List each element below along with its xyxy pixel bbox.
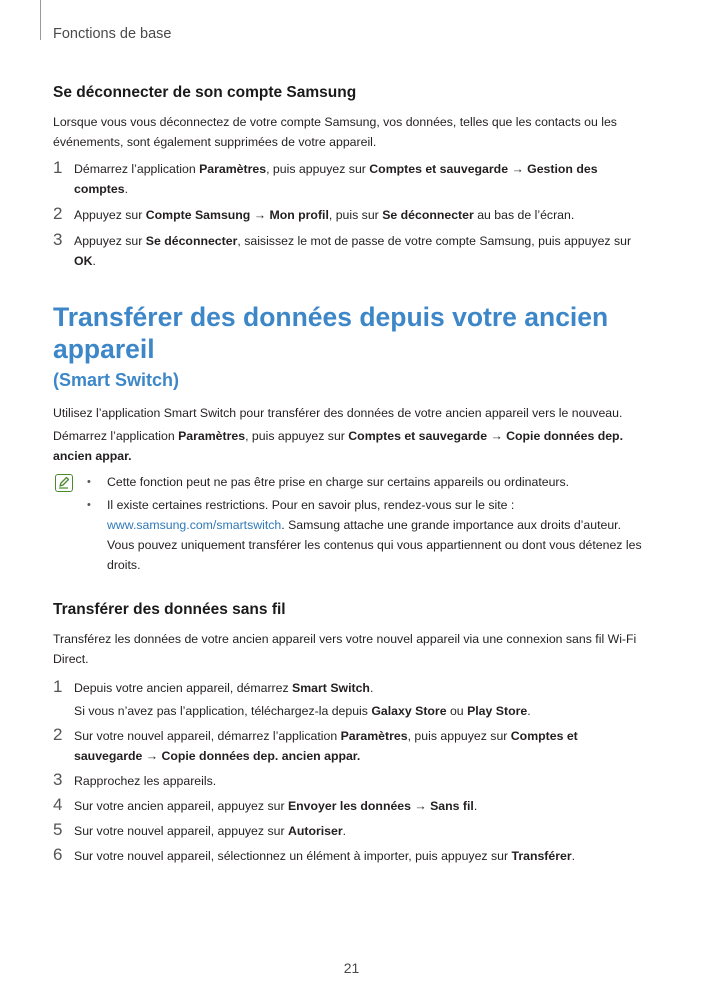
header-divider [40, 0, 41, 40]
step-item: 2 Appuyez sur Compte Samsung → Mon profil, puis sur Se déconnecter au bas de l’écran. [53, 204, 575, 223]
page-number: 21 [343, 960, 360, 976]
wireless-intro: Transférez les données de votre ancien appareil vers votre nouvel appareil via une connexion sans fil Wi-Fi Direct. [53, 632, 637, 666]
note-list [87, 472, 646, 575]
wireless-steps [53, 678, 646, 866]
main-heading-sub: (Smart Switch) [53, 370, 180, 390]
note-block [53, 472, 646, 575]
page-content [53, 84, 646, 866]
note-item: • Il existe certaines restrictions. Pour en savoir plus, rendez-vous sur le site : www.samsung.com/smartswitch. Samsung attache une grande importance aux droits d’auteur. Vous pouvez uniquement transférer les contenus qui vous appartiennent ou dont vous détenez les droits. [87, 495, 646, 575]
smartswitch-link[interactable]: www.samsung.com/smartswitch [107, 518, 282, 532]
signout-intro: Lorsque vous vous déconnectez de votre compte Samsung, vos données, telles que les contacts ou les événements, sont également supprimées de votre appareil. [53, 115, 617, 149]
smartswitch-launch: Démarrez l’application Paramètres, puis appuyez sur Comptes et sauvegarde → Copie données dep. ancien appar. [53, 429, 623, 463]
step-item: 2 Sur votre nouvel appareil, démarrez l’application Paramètres, puis appuyez sur Comptes et sauvegarde → Copie données dep. ancien appar. [53, 725, 578, 763]
step-item: 6 Sur votre nouvel appareil, sélectionnez un élément à importer, puis appuyez sur Transférer. [53, 845, 576, 864]
step-item: 5 Sur votre nouvel appareil, appuyez sur Autoriser. [53, 820, 347, 839]
step-item: 1 Démarrez l’application Paramètres, puis appuyez sur Comptes et sauvegarde → Gestion des comptes. [53, 158, 598, 196]
step-item: 1 Depuis votre ancien appareil, démarrez Smart Switch. Si vous n’avez pas l’application, téléchargez-la depuis Galaxy Store ou Play Store. [53, 678, 646, 721]
step-item: 4 Sur votre ancien appareil, appuyez sur Envoyer les données → Sans fil. [53, 795, 478, 814]
note-item: • Cette fonction peut ne pas être prise en charge sur certains appareils ou ordinateurs. [87, 472, 646, 492]
step-item: 3 Rapprochez les appareils. [53, 770, 217, 789]
section-title-wireless: Transférer des données sans fil [53, 601, 286, 618]
note-pencil-icon [55, 474, 73, 492]
smartswitch-intro: Utilisez l’application Smart Switch pour transférer des données de votre ancien appareil vers le nouveau. [53, 406, 623, 420]
section-header: Fonctions de base [53, 26, 172, 42]
step-item: 3 Appuyez sur Se déconnecter, saisissez le mot de passe de votre compte Samsung, puis appuyez sur OK. [53, 230, 632, 268]
step-subnote: Si vous n’avez pas l’application, téléchargez-la depuis Galaxy Store ou Play Store. [74, 704, 531, 718]
main-heading: Transférer des données depuis votre ancien appareil [53, 302, 609, 364]
section-title-signout: Se déconnecter de son compte Samsung [53, 84, 357, 101]
signout-steps [53, 159, 646, 271]
